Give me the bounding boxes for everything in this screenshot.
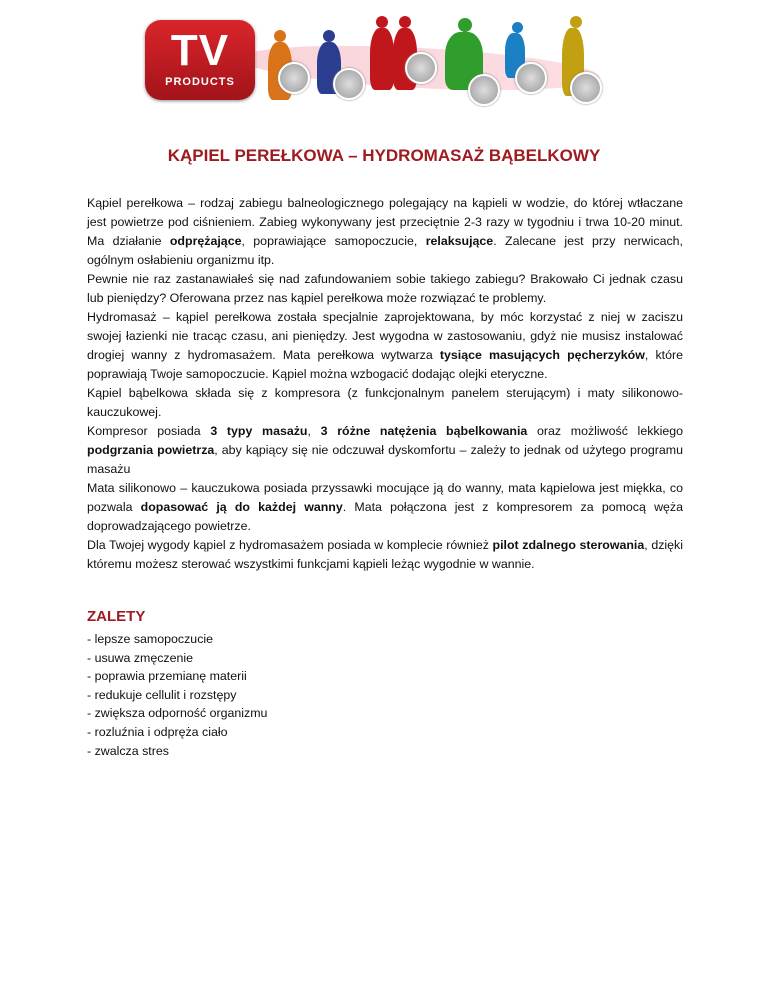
text: , które poprawiają Twoje samopoczucie. Kąpiel można wzbogacić dodając olejki eteryczne. <box>87 348 683 381</box>
document-body <box>87 194 683 574</box>
paragraph <box>87 422 683 479</box>
bold-text: relaksujące <box>425 234 494 248</box>
paragraph <box>87 194 683 270</box>
product-image-icon <box>333 68 365 100</box>
logo-products-text: PRODUCTS <box>165 76 235 88</box>
bold-text: podgrzania powietrza <box>87 443 215 457</box>
list-item: - poprawia przemianę materii <box>87 669 247 684</box>
figure-red-man-icon <box>399 16 411 28</box>
product-image-icon <box>278 62 310 94</box>
text: , <box>307 424 321 438</box>
paragraph: Kąpiel bąbelkowa składa się z kompresora (z funkcjonalnym panelem sterującym) i maty silikonowo-kauczukowej. <box>87 386 683 419</box>
text: . Zalecane jest przy nerwicach, ogólnym osłabieniu organizmu itp. <box>87 234 683 267</box>
document-title: KĄPIEL PEREŁKOWA – HYDROMASAŻ BĄBELKOWY <box>167 146 601 165</box>
figure-red-woman-icon <box>376 16 388 28</box>
bold-text: dopasować ją do każdej wanny <box>140 500 343 514</box>
text: Kompresor posiada <box>87 424 211 438</box>
text: Mata silikonowo – kauczukowa posiada przyssawki mocujące ją do wanny, mata kąpielowa jest miękka, co pozwala <box>87 481 683 514</box>
text: , aby kąpiący się nie odczuwał dyskomfortu – zależy to jednak od użytego programu masażu <box>87 443 684 476</box>
bold-text: odprężające <box>169 234 242 248</box>
product-image-icon <box>570 72 602 104</box>
list-item: - usuwa zmęczenie <box>87 650 194 665</box>
list-item: - zwiększa odporność organizmu <box>87 706 268 721</box>
list-item: - redukuje cellulit i rozstępy <box>87 687 237 702</box>
tv-products-banner <box>140 0 620 120</box>
text: , dzięki któremu możesz sterować wszystkimi funkcjami kąpieli leżąc wygodnie w wannie. <box>87 538 683 571</box>
bold-text: pilot zdalnego sterowania <box>492 538 645 552</box>
list-item: - zwalcza stres <box>87 743 169 758</box>
zalety-list <box>87 630 267 760</box>
figure-yellow-icon <box>570 16 582 28</box>
paragraph <box>87 536 683 574</box>
bold-text: 3 typy masażu <box>210 424 308 438</box>
text: Dla Twojej wygody kąpiel z hydromasażem posiada w komplecie również <box>87 538 493 552</box>
list-item: - lepsze samopoczucie <box>87 632 214 646</box>
text: Hydromasaż – kąpiel perełkowa została specjalnie zaprojektowana, by móc korzystać z niej w zaciszu swojej łazienki nie tracąc czasu, ani pieniędzy. Jest wygodna w zastosowaniu, gdyż nie musisz instalować drogiej wanny z hydromasażem. Mata perełkowa wytwarza <box>87 310 683 362</box>
text: Kąpiel perełkowa – rodzaj zabiegu balneologicznego polegający na kąpieli w wodzie, do której wtłaczane jest powietrze pod ciśnieniem. Zabieg wykonywany jest przeciętnie 2-3 razy w tygodniu i trwa 10-20 minut. Ma działanie <box>87 196 683 248</box>
product-image-icon <box>468 74 500 106</box>
paragraph <box>87 479 683 536</box>
text: . Mata połączona jest z kompresorem za pomocą węża doprowadzającego powietrze. <box>87 500 683 533</box>
paragraph <box>87 308 683 384</box>
tv-products-logo <box>145 20 255 100</box>
text: oraz możliwość lekkiego <box>527 424 684 438</box>
figure-orange-icon <box>274 30 286 42</box>
zalety-heading: ZALETY <box>87 608 146 625</box>
paragraph: Pewnie nie raz zastanawiałeś się nad zafundowaniem sobie takiego zabiegu? Brakowało Ci jednak czasu lub pieniędzy? Oferowana przez nas kąpiel perełkowa może rozwiązać te problemy. <box>87 272 683 305</box>
figure-red-woman-body <box>370 28 394 90</box>
bold-text: 3 różne natężenia bąbelkowania <box>320 424 528 438</box>
figure-blue-icon <box>323 30 335 42</box>
product-image-icon <box>515 62 547 94</box>
list-item: - rozluźnia i odpręża ciało <box>87 724 228 739</box>
logo-tv-text: TV <box>170 26 230 75</box>
product-image-icon <box>405 52 437 84</box>
figure-lightblue-icon <box>512 22 523 33</box>
bold-text: tysiące masujących pęcherzyków <box>439 348 645 362</box>
figure-green-icon <box>458 18 472 32</box>
text: , poprawiające samopoczucie, <box>241 234 426 248</box>
